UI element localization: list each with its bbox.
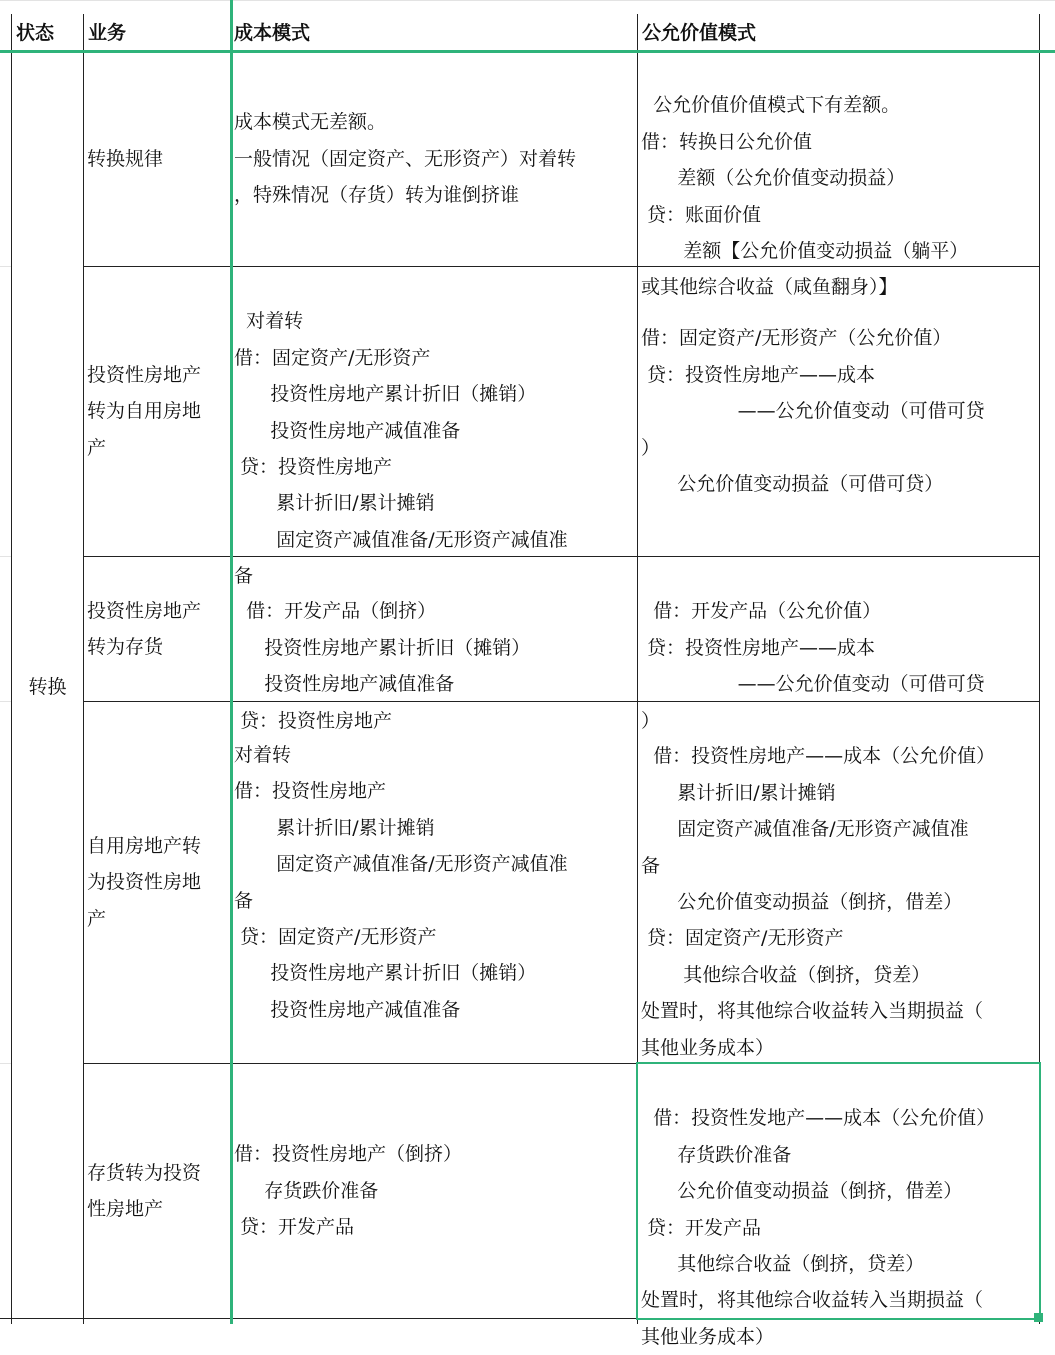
fair-value-text: 借：开发产品（公允价值） 贷：投资性房地产——成本 ——公允价值变动（可借可贷 ） [641, 600, 985, 732]
business-label: 投资性房地产 转为存货 [87, 599, 202, 658]
cost-model-cell[interactable] [231, 1064, 637, 1318]
header-status [12, 14, 83, 51]
cost-model-text: 对着转 借：投资性房地产 累计折旧/累计摊销 固定资产减值准备/无形资产减值准 备 贷：固定资产/无形资产 投资性房地产累计折旧（摊销） 投资性房地产减值准备 [234, 743, 568, 1021]
header-fair-value-model [638, 14, 1039, 51]
status-cell[interactable] [12, 52, 83, 1318]
fair-value-cell[interactable] [638, 702, 1039, 1063]
business-label: 投资性房地产 转为自用房地 产 [87, 363, 202, 459]
fair-value-cell[interactable] [638, 267, 1039, 556]
fair-value-text: 借：投资性发地产——成本（公允价值） 存货跌价准备 公允价值变动损益（倒挤，借差） 贷：开发产品 其他综合收益（倒挤，贷差） 处置时，将其他综合收益转入当期损益（ 其他业务成本） [641, 1107, 996, 1348]
grid-line [0, 0, 1055, 1]
fair-value-cell[interactable] [638, 51, 1039, 299]
header-status-label: 状态 [16, 21, 55, 44]
cost-model-cell[interactable] [231, 52, 637, 266]
header-cost-model-label: 成本模式 [234, 21, 311, 44]
business-cell[interactable] [84, 1064, 230, 1318]
header-business [84, 14, 230, 51]
fair-value-text: 公允价值价值模式下有差额。 借：转换日公允价值 差额（公允价值变动损益） 贷：账面价值 差额【公允价值变动损益（躺平） 或其他综合收益（咸鱼翻身）】 [641, 94, 969, 299]
business-cell[interactable] [84, 702, 230, 1063]
fair-value-text: 借：投资性房地产——成本（公允价值） 累计折旧/累计摊销 固定资产减值准备/无形资产减值准 备 公允价值变动损益（倒挤，借差） 贷：固定资产/无形资产 其他综合收益（倒挤，贷差） 处置时，将其他综合收益转入当期损益（ 其他业务成本） [641, 745, 996, 1059]
cost-model-cell[interactable] [231, 267, 637, 588]
business-cell[interactable] [84, 52, 230, 266]
cost-model-text: 借：开发产品（倒挤） 投资性房地产累计折旧（摊销） 投资性房地产减值准备 贷：投资性房地产 [240, 600, 531, 732]
cost-model-text: 成本模式无差额。 一般情况（固定资产、无形资产）对着转 ，特殊情况（存货）转为谁倒挤谁 [234, 111, 577, 207]
business-cell[interactable] [84, 267, 230, 556]
business-label: 存货转为投资 性房地产 [87, 1161, 202, 1220]
cost-model-cell[interactable] [231, 557, 637, 732]
fair-value-cell[interactable] [638, 557, 1039, 732]
business-cell[interactable] [84, 557, 230, 701]
fair-value-cell[interactable] [638, 1064, 1039, 1348]
status-value: 转换 [28, 675, 67, 698]
business-label: 自用房地产转 为投资性房地 产 [87, 834, 202, 930]
business-label: 转换规律 [87, 147, 164, 170]
fair-value-text: 借：固定资产/无形资产（公允价值） 贷：投资性房地产——成本 ——公允价值变动（可借可贷 ） 公允价值变动损益（可借可贷） [641, 327, 985, 496]
header-business-label: 业务 [88, 21, 127, 44]
cost-model-cell[interactable] [231, 702, 637, 1063]
header-cost-model [233, 14, 636, 51]
header-fair-value-model-label: 公允价值模式 [642, 21, 757, 44]
cost-model-text: 借：投资性房地产（倒挤） 存货跌价准备 贷：开发产品 [234, 1143, 463, 1239]
cost-model-text: 对着转 借：固定资产/无形资产 投资性房地产累计折旧（摊销） 投资性房地产减值准备 贷：投资性房地产 累计折旧/累计摊销 固定资产减值准备/无形资产减值准 备 [234, 310, 568, 588]
